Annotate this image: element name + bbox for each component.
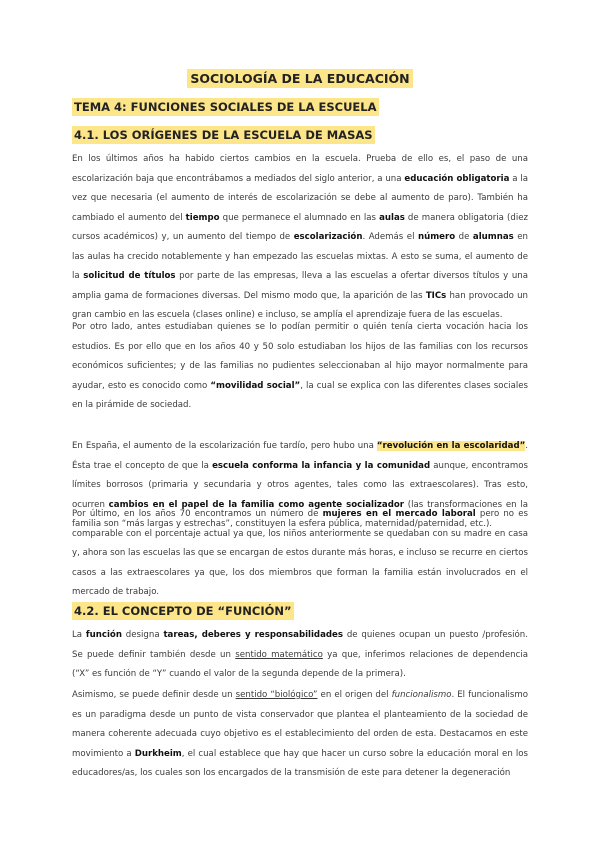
paragraph-4: Por último, en los años 70 encontramos un número de mujeres en el mercado laboral pero no es comparable con el porcentaje actual ya que, los niños anteriormente se quedaban con su madre en casa y, ahora son las escuelas las que se encargan de estos durante más horas, e incluso se recurre en ciertos casos a las extraescolares ya que, los dos miembros que forman la familia están involucrados en el mercado de trabajo. <box>72 509 528 597</box>
section-heading-4-1: 4.1. LOS ORÍGENES DE LA ESCUELA DE MASAS <box>74 128 373 142</box>
tema-heading: TEMA 4: FUNCIONES SOCIALES DE LA ESCUELA <box>74 100 377 114</box>
paragraph-2: Por otro lado, antes estudiaban quienes se lo podían permitir o quién tenía cierta vocación hacia los estudios. Es por ello que en los años 40 y 50 solo estudiaban los hijos de las familias con los recursos económicos suficientes; y de las familias no pudientes seleccionaban al hijo mayor normalmente para ayudar, esto es conocido como “movilidad social”, la cual se explica con las diferentes clases sociales en la pirámide de sociedad. <box>72 322 528 410</box>
paragraph-6: Asimismo, se puede definir desde un sentido “biológico” en el origen del funcionalismo. El funcionalismo es un paradigma desde un punto de vista conservador que plantea el planteamiento de la sociedad de manera coherente adecuada cuyo objetivo es el establecimiento del orden de esta. Destacamos en este movimiento a Durkheim, el cual establece que hay que hacer un curso sobre la educación moral en los educadores/as, los cuales son los encargados de la transmisión de este para detener la degeneración <box>72 690 528 778</box>
paragraph-5: La función designa tareas, deberes y responsabilidades de quienes ocupan un puesto /profesión. Se puede definir también desde un sentido matemático ya que, inferimos relaciones de dependencia (“X” es función de “Y” cuando el valor de la segunda depende de la primera). <box>72 630 528 679</box>
document-title: SOCIOLOGÍA DE LA EDUCACIÓN <box>0 68 600 87</box>
paragraph-3: En España, el aumento de la escolarización fue tardío, pero hubo una “revolución en la escolaridad”. Ésta trae el concepto de que la escuela conforma la infancia y la comunidad aunque, encontramos límites borrosos (primaria y secundaria y otros agentes, tales como las extraescolares). Tras esto, ocurren cambios en el papel de la familia como agente socializador (las transformaciones en la familia son “más largas y estrechas”, constituyen la esfera pública, maternidad/paternidad, etc.). <box>72 441 528 529</box>
section-heading-4-2: 4.2. EL CONCEPTO DE “FUNCIÓN” <box>74 604 292 618</box>
paragraph-1: En los últimos años ha habido ciertos cambios en la escuela. Prueba de ello es, el paso de una escolarización baja que encontrábamos a mediados del siglo anterior, a una educación obligatoria a la vez que necesaria (el aumento de interés de escolarización se debe al aumento de paro). También ha cambiado el aumento del tiempo que permanece el alumnado en las aulas de manera obligatoria (diez cursos académicos) y, un aumento del tiempo de escolarización. Además el número de alumnas en las aulas ha crecido notablemente y han empezado las escuelas mixtas. A esto se suma, el aumento de la solicitud de títulos por parte de las empresas, lleva a las escuelas a ofertar diversos títulos y una amplia gama de formaciones diversas. Del mismo modo que, la aparición de las TICs han provocado un gran cambio en las escuela (clases online) e incluso, se amplía el aprendizaje fuera de las escuelas. <box>72 154 529 320</box>
